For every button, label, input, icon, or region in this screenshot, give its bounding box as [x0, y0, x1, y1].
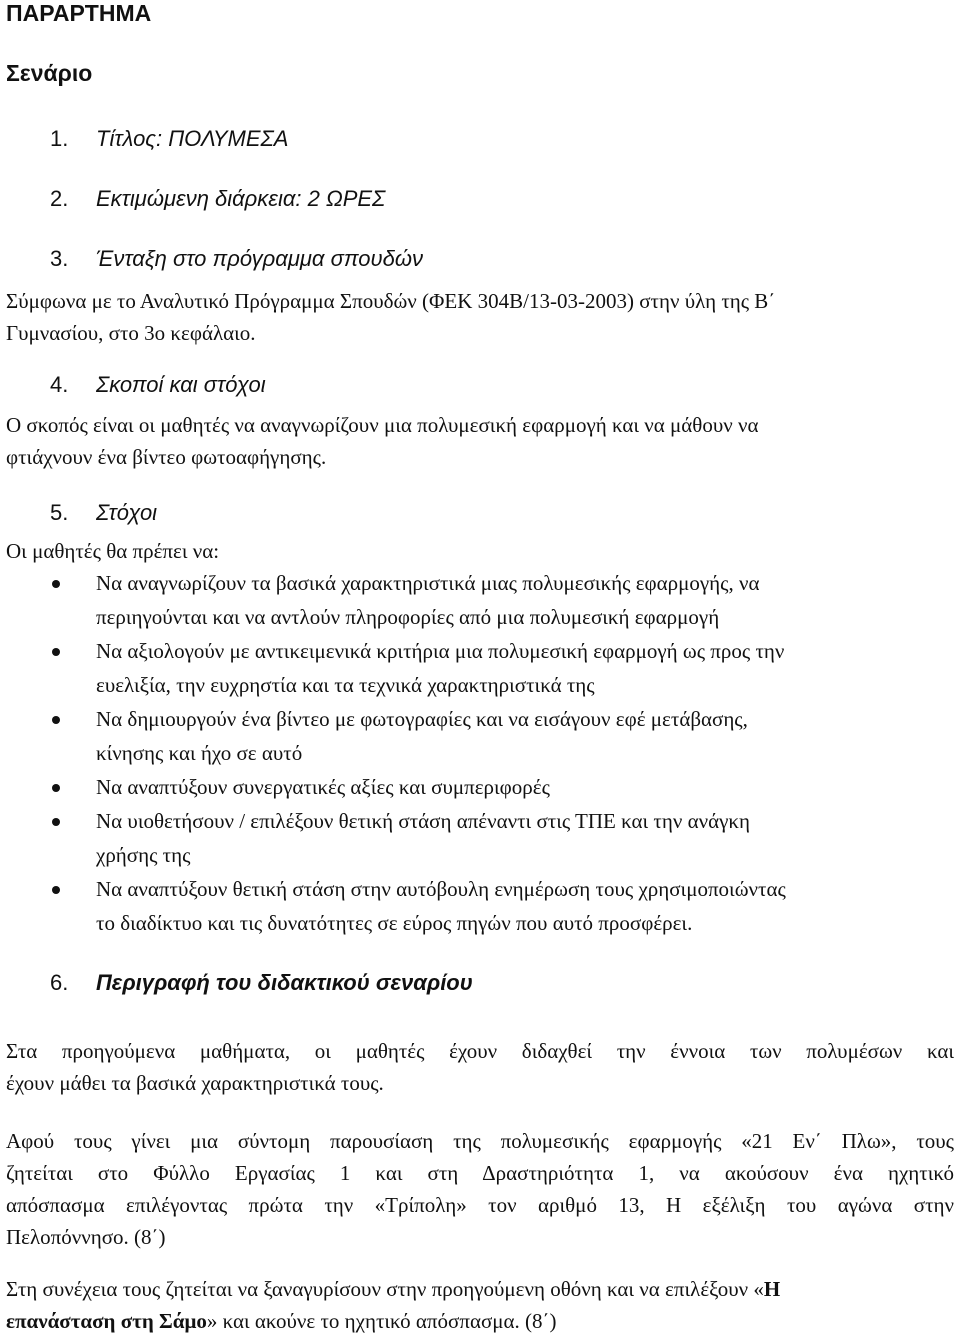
list-item-text: Να δημιουργούν ένα βίντεο με φωτογραφίες και να εισάγουν εφέ μετάβασης, — [96, 707, 748, 731]
list-item-text: το διαδίκτυο και τις δυνατότητες σε εύρος πηγών που αυτό προσφέρει. — [96, 911, 693, 935]
curriculum-text-line: Γυμνασίου, στο 3ο κεφάλαιο. — [6, 321, 256, 345]
paragraph-line: ζητείται στο Φύλλο Εργασίας 1 και στη Δραστηριότητα 1, να ακούσουν ένα ηχητικό — [6, 1161, 954, 1185]
paragraph-text: » και ακούνε το ηχητικό απόσπασμα. (8΄) — [206, 1309, 557, 1333]
bullet-icon — [52, 818, 60, 826]
section-number: 2. — [50, 186, 69, 211]
bullet-icon — [52, 716, 60, 724]
emphasis-text: Η — [763, 1277, 781, 1301]
section-number: 4. — [50, 372, 69, 397]
list-item-text: Να αναπτύξουν συνεργατικές αξίες και συμπεριφορές — [96, 775, 550, 799]
emphasis-text: επανάσταση στη Σάμο — [6, 1309, 207, 1333]
paragraph-line: Αφού τους γίνει μια σύντομη παρουσίαση της πολυμεσικής εφαρμογής «21 Εν΄ Πλω», τους — [6, 1129, 954, 1153]
paragraph-line: έχουν μάθει τα βασικά χαρακτηριστικά τους. — [6, 1071, 384, 1095]
aims-text-line: φτιάχνουν ένα βίντεο φωτοαφήγησης. — [6, 445, 327, 469]
list-item-text: κίνησης και ήχο σε αυτό — [96, 741, 303, 765]
list-item-text: Να αξιολογούν με αντικειμενικά κριτήρια μια πολυμεσική εφαρμογή ως προς την — [96, 639, 785, 663]
section-title: Ένταξη στο πρόγραμμα σπουδών — [96, 246, 423, 271]
list-item-text: Να αναγνωρίζουν τα βασικά χαρακτηριστικά μιας πολυμεσικής εφαρμογής, να — [96, 571, 760, 595]
bullet-icon — [52, 648, 60, 656]
paragraph-text: Στη συνέχεια τους ζητείται να ξαναγυρίσουν στην προηγούμενη οθόνη και να επιλέξουν « — [6, 1277, 764, 1301]
section-number: 6. — [50, 970, 69, 995]
list-item-text: Να αναπτύξουν θετική στάση στην αυτόβουλη ενημέρωση τους χρησιμοποιώντας — [96, 877, 786, 901]
bullet-icon — [52, 886, 60, 894]
list-item-text: ευελιξία, την ευχρηστία και τα τεχνικά χαρακτηριστικά της — [96, 673, 595, 697]
aims-text-line: Ο σκοπός είναι οι μαθητές να αναγνωρίζουν μια πολυμεσική εφαρμογή και να μάθουν να — [6, 413, 759, 437]
list-item-text: Να υιοθετήσουν / επιλέξουν θετική στάση απέναντι στις ΤΠΕ και την ανάγκη — [96, 809, 750, 833]
section-title: Στόχοι — [96, 500, 158, 525]
section-number: 5. — [50, 500, 69, 525]
bullet-icon — [52, 580, 60, 588]
curriculum-text-line: Σύμφωνα με το Αναλυτικό Πρόγραμμα Σπουδών (ΦΕΚ 304Β/13-03-2003) στην ύλη της Β΄ — [6, 289, 776, 313]
section-title: Εκτιμώμενη διάρκεια: 2 ΩΡΕΣ — [96, 186, 386, 211]
bullet-icon — [52, 784, 60, 792]
paragraph-line: απόσπασμα επιλέγοντας πρώτα την «Τρίπολη» τον αριθμό 13, Η εξέλιξη του αγώνα στην — [6, 1193, 954, 1217]
objectives-intro: Οι μαθητές θα πρέπει να: — [6, 539, 220, 563]
list-item-text: περιηγούνται και να αντλούν πληροφορίες από μια πολυμεσική εφαρμογή — [96, 605, 720, 629]
section-number: 1. — [50, 126, 69, 151]
appendix-heading: ΠΑΡΑΡΤΗΜΑ — [6, 0, 152, 26]
section-title: Τίτλος: ΠΟΛΥΜΕΣΑ — [96, 126, 289, 151]
section-title: Περιγραφή του διδακτικού σεναρίου — [96, 970, 473, 995]
list-item-text: χρήσης της — [96, 843, 191, 867]
paragraph-line: Στα προηγούμενα μαθήματα, οι μαθητές έχουν διδαχθεί την έννοια των πολυμέσων και — [6, 1039, 954, 1063]
paragraph-line: Πελοπόννησο. (8΄) — [6, 1225, 166, 1249]
section-number: 3. — [50, 246, 69, 271]
paragraph-line — [6, 1272, 780, 1306]
scenario-heading: Σενάριο — [6, 60, 93, 86]
section-title: Σκοποί και στόχοι — [96, 372, 266, 397]
